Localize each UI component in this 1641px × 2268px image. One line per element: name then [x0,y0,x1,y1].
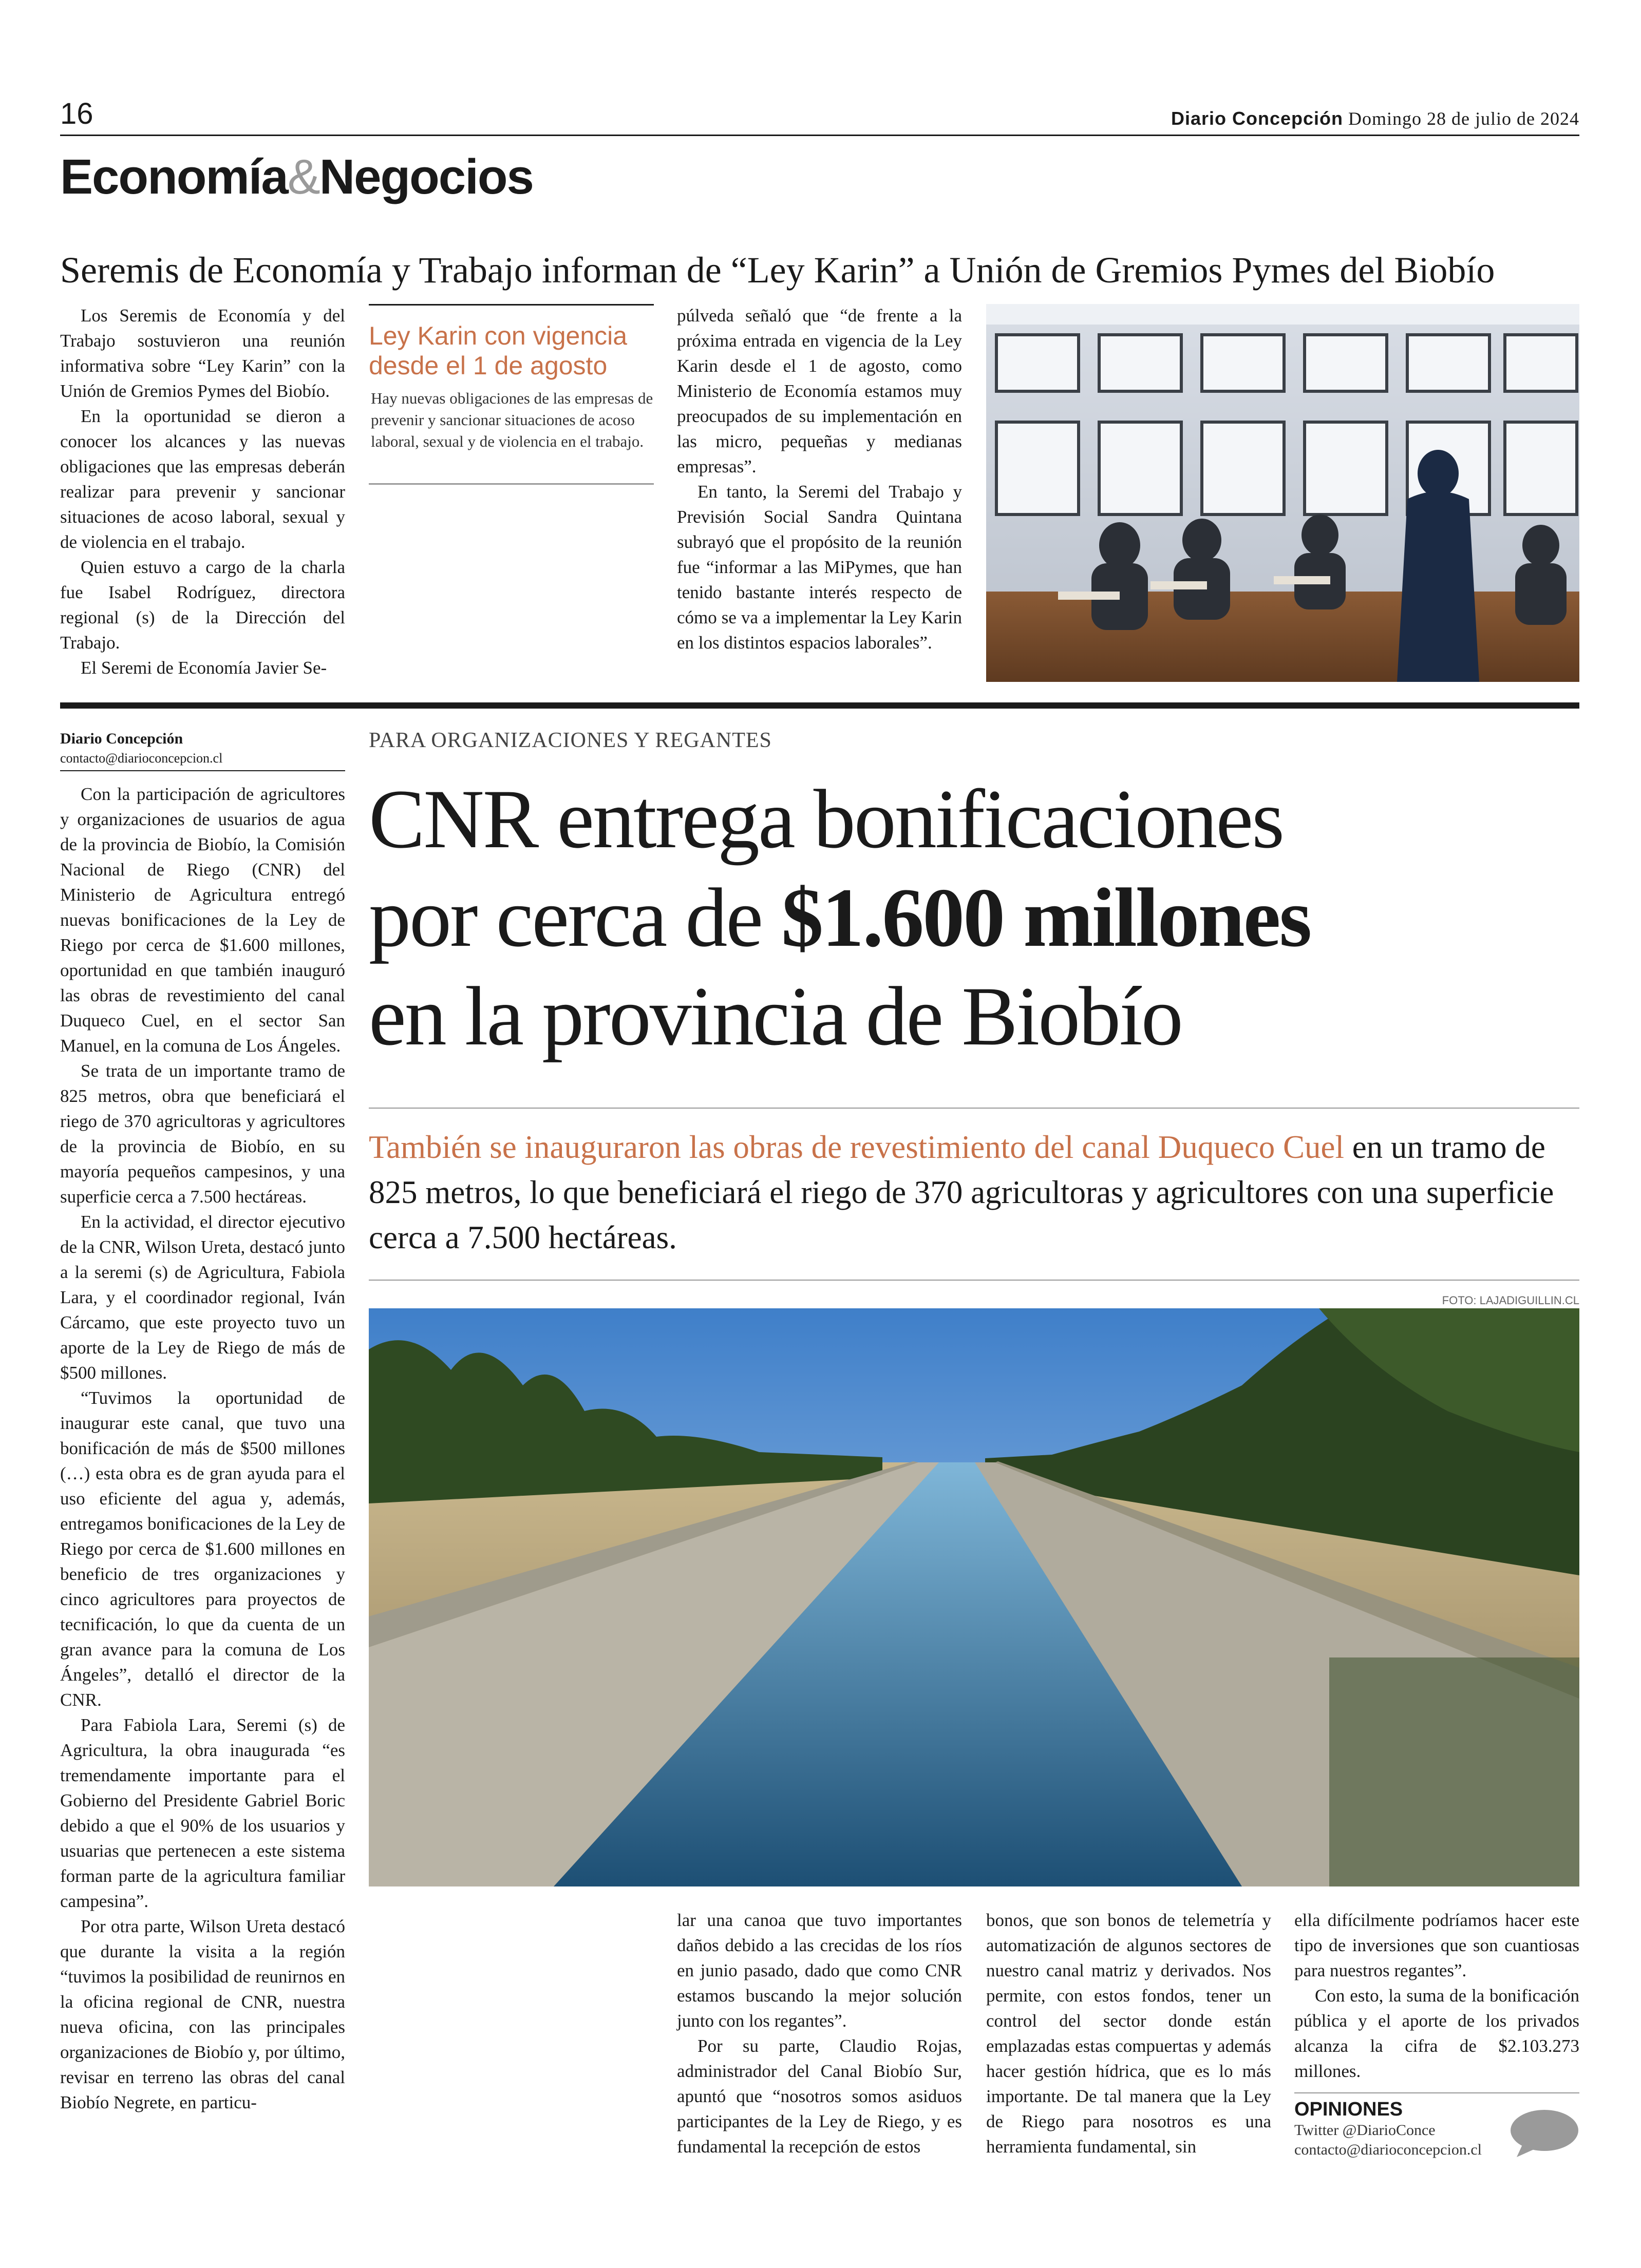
kicker: PARA ORGANIZACIONES Y REGANTES [369,729,772,752]
paragraph: lar una canoa que tuvo importantes daños debido a las crecidas de los ríos en junio pasado, dado que como CNR estamos buscando la mejor solución junto con los regantes”. [677,1910,962,2031]
section-ampersand: & [287,149,319,204]
paragraph: En tanto, la Seremi del Trabajo y Previsión Social Sandra Quintana subrayó que el propósito de la reunión fue “informar a las MiPymes, que han tenido bastante interés respecto de cómo se va a implementar la Ley Karin en los distintos espacios laborales”. [677,482,962,653]
paragraph: El Seremi de Economía Javier Se- [81,658,327,678]
deck-rule-bottom [369,1280,1579,1281]
paragraph: Quien estuvo a cargo de la charla fue Isabel Rodríguez, directora regional (s) de la Dirección del Trabajo. [60,557,345,653]
paragraph: Con esto, la suma de la bonificación pública y el aporte de los privados alcanza la cifra de $2.103.273 millones. [1294,1986,1579,2081]
paragraph: púlveda señaló que “de frente a la próxima entrada en vigencia de la Ley Karin desde el 1 de agosto, como Ministerio de Economía estamos muy preocupados de su implementación en las micro, pequeñas y medianas empresas”. [677,306,962,477]
story2-column-4 [986,1908,1271,2159]
story1-column-1 [60,303,345,680]
story-divider [60,702,1579,709]
paragraph: Se trata de un importante tramo de 825 metros, obra que beneficiará el riego de 370 agricultoras y agricultores de la provincia de Biobío, en su mayoría pequeños campesinos, y una superficie cerca a 7.500 hectáreas. [60,1061,345,1207]
paragraph: Por su parte, Claudio Rojas, administrador del Canal Biobío Sur, apuntó que “nosotros somos asiduos participantes de la Ley de Riego, y es fundamental la recepción de estos [677,2036,962,2157]
opiniones-box [1294,2092,1579,2160]
story2-column-5 [1294,1908,1579,2084]
meeting-photo [986,304,1579,682]
opiniones-email[interactable]: contacto@diarioconcepcion.cl [1294,2141,1482,2158]
headline-amount: $1.600 millones [781,871,1311,964]
sidebox-title: Ley Karin con vigencia desde el 1 de agosto [369,321,628,380]
paragraph: En la oportunidad se dieron a conocer los alcances y las nuevas obligaciones que las empresas deberán realizar para prevenir y sancionar situaciones de acoso laboral, sexual y de violencia en el trabajo. [60,406,345,552]
speech-bubble-icon [1507,2108,1579,2162]
canal-photo [369,1308,1579,1886]
paragraph: En la actividad, el director ejecutivo de la CNR, Wilson Ureta, destacó junto a la seremi (s) de Agricultura, Fabiola Lara, y el coordinador regional, Iván Cárcamo, que este proyecto tuvo un aporte de la Ley de Riego de más de $500 millones. [60,1212,345,1383]
story1-sidebox [369,304,654,485]
newspaper-name: Diario Concepción [1171,108,1344,129]
story2-headline: CNR entrega bonificaciones por cerca de $1.600 millones en la provincia de Biobío [369,773,1311,1063]
issue-date: Domingo 28 de julio de 2024 [1348,108,1579,129]
opiniones-title: OPINIONES [1294,2099,1403,2120]
page-number: 16 [60,97,93,130]
section-title: Economía&Negocios [60,149,533,204]
deck: También se inauguraron las obras de revestimiento del canal Duqueco Cuel en un tramo de 825 metros, lo que beneficiará el riego de 370 agricultoras y agricultores con una superficie cerca a 7.500 hectáreas. [369,1129,1554,1255]
paragraph: Por otra parte, Wilson Ureta destacó que durante la visita a la región “tuvimos la posibilidad de reunirnos en la oficina regional de CNR, nuestra nueva oficina, con las principales organizaciones de Biobío y, por último, revisar en terreno las obras del canal Biobío Negrete, en particu- [60,1916,345,2112]
sidebox-text: Hay nuevas obligaciones de las empresas de prevenir y sancionar situaciones de acoso laboral, sexual y de violencia en el trabajo. [371,389,653,450]
byline-rule [60,770,345,771]
byline [60,729,222,768]
deck-rule-top [369,1108,1579,1109]
dateline [1171,108,1579,129]
paragraph: Los Seremis de Economía y del Trabajo sostuvieron una reunión informativa sobre “Ley Karin” con la Unión de Gremios Pymes del Biobío. [60,306,345,401]
deck-lead: También se inauguraron las obras de revestimiento del canal Duqueco Cuel [369,1129,1344,1165]
story2-column-1 [60,782,345,2115]
byline-email: contacto@diarioconcepcion.cl [60,751,223,766]
paragraph: “Tuvimos la oportunidad de inaugurar este canal, que tuvo una bonificación de más de $500 millones (…) esta obra es de gran ayuda para el uso eficiente del agua y, además, entregamos bonificaciones de la Ley de Riego por cerca de $1.600 millones en beneficio de tres organizaciones y cinco agricultores para proyectos de tecnificación, lo que da cuenta de un gran avance para la comuna de Los Ángeles”, detalló el director de la CNR. [60,1388,345,1710]
opiniones-twitter[interactable]: Twitter @DiarioConce [1294,2122,1436,2139]
paragraph: bonos, que son bonos de telemetría y automatización de algunos sectores de nuestro canal matriz y derivados. Nos permite, con estos fondos, tener un control del sector donde están emplazadas estas compuertas y además hacer gestión hídrica, que es lo más importante. De tal manera que la Ley de Riego para nosotros es una herramienta fundamental, sin [986,1910,1271,2157]
byline-name: Diario Concepción [60,730,183,747]
photo-credit: FOTO: LAJADIGUILLIN.CL [1442,1294,1579,1307]
story1-column-3 [677,303,962,655]
story1-headline: Seremis de Economía y Trabajo informan de “Ley Karin” a Unión de Gremios Pymes del Biobío [60,250,1495,291]
paragraph: Para Fabiola Lara, Seremi (s) de Agricultura, la obra inaugurada “es tremendamente importante para el Gobierno del Presidente Gabriel Boric debido a que el 90% de los usuarios y usuarias que pertenecen a este sistema forman parte de la agricultura familiar campesina”. [60,1715,345,1911]
paragraph: Con la participación de agricultores y organizaciones de usuarios de agua de la provincia de Biobío, la Comisión Nacional de Riego (CNR) del Ministerio de Agricultura entregó nuevas bonificaciones de la Ley de Riego por cerca de $1.600 millones, oportunidad en que también inauguró las obras de revestimiento del canal Duqueco Cuel, en el sector San Manuel, en la comuna de Los Ángeles. [60,784,345,1056]
paragraph: ella difícilmente podríamos hacer este tipo de inversiones que son cuantiosas para nuestros regantes”. [1294,1910,1579,1980]
story2-column-3 [677,1908,962,2159]
header-rule [60,135,1579,136]
